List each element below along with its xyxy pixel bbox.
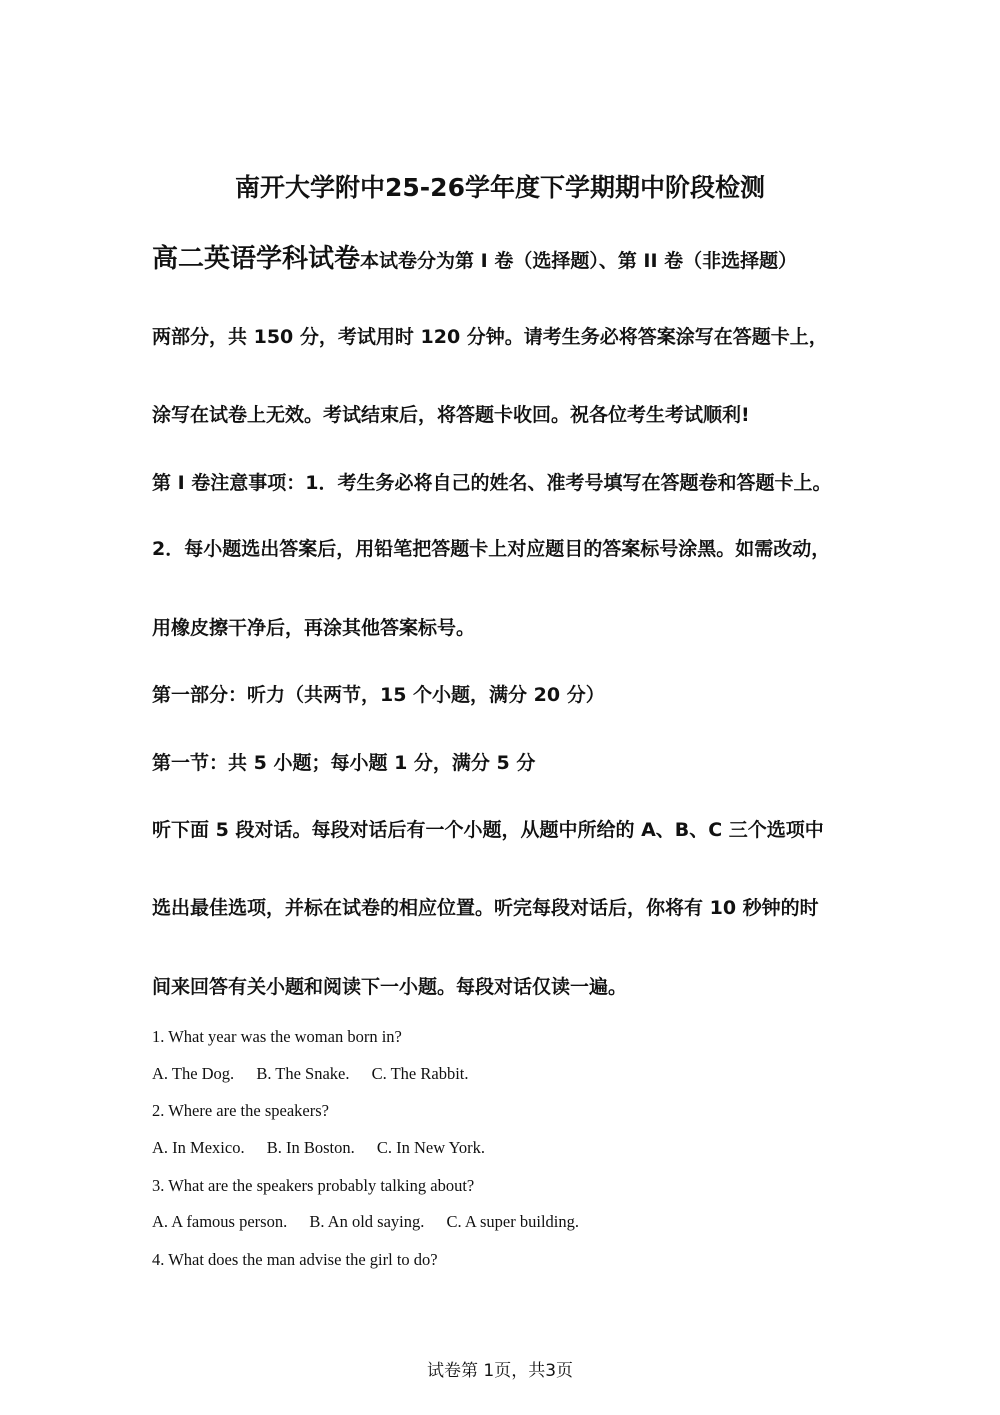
question-2-option-a: A. In Mexico. [152, 1138, 245, 1157]
notes-line-1: 第 I 卷注意事项：1．考生务必将自己的姓名、准考号填写在答题卷和答题卡上。 [152, 472, 832, 494]
section-one-heading: 第一节：共 5 小题；每小题 1 分，满分 5 分 [152, 752, 536, 774]
page-footer: 试卷第 1页，共3页 [426, 1361, 574, 1381]
intro-line-3: 涂写在试卷上无效。考试结束后，将答题卡收回。祝各位考生考试顺利! [152, 404, 750, 426]
question-1-option-b: B. The Snake. [256, 1064, 350, 1083]
instruction-line-2: 选出最佳选项，并标在试卷的相应位置。听完每段对话后，你将有 10 秒钟的时 [152, 897, 819, 919]
question-2-option-c: C. In New York. [376, 1138, 486, 1157]
question-1-options [152, 1064, 486, 1084]
question-1-option-a: A. The Dog. [152, 1064, 235, 1083]
question-3-option-b: B. An old saying. [309, 1212, 425, 1231]
intro-line-2: 两部分，共 150 分，考试用时 120 分钟。请考生务必将答案涂写在答题卡上， [152, 326, 828, 348]
subject-title: 高二英语学科试卷 [152, 244, 361, 274]
notes-line-2: 2．每小题选出答案后，用铅笔把答题卡上对应题目的答案标号涂黑。如需改动， [152, 538, 831, 560]
question-3-option-c: C. A super building. [446, 1212, 579, 1231]
instruction-line-3: 间来回答有关小题和阅读下一小题。每段对话仅读一遍。 [152, 976, 628, 998]
exam-title: 南开大学附中25-26学年度下学期期中阶段检测 [235, 173, 765, 202]
question-1-option-c: C. The Rabbit. [371, 1064, 469, 1083]
part-one-heading: 第一部分：听力（共两节，15 个小题，满分 20 分） [152, 684, 605, 706]
question-2-option-b: B. In Boston. [266, 1138, 355, 1157]
instruction-line-1: 听下面 5 段对话。每段对话后有一个小题，从题中所给的 A、B、C 三个选项中 [152, 819, 824, 841]
question-3-options [152, 1212, 597, 1232]
question-3-stem: 3. What are the speakers probably talking about? [152, 1176, 475, 1195]
question-1-stem: 1. What year was the woman born in? [152, 1027, 402, 1046]
question-3-option-a: A. A famous person. [152, 1212, 288, 1231]
question-2-stem: 2. Where are the speakers? [152, 1101, 329, 1120]
question-2-options [152, 1138, 503, 1158]
question-4-stem: 4. What does the man advise the girl to do? [152, 1250, 438, 1269]
intro-text-1: 本试卷分为第 I 卷（选择题）、第 II 卷（非选择题） [360, 250, 798, 272]
intro-line-1 [152, 238, 797, 275]
notes-line-3: 用橡皮擦干净后，再涂其他答案标号。 [152, 617, 476, 639]
